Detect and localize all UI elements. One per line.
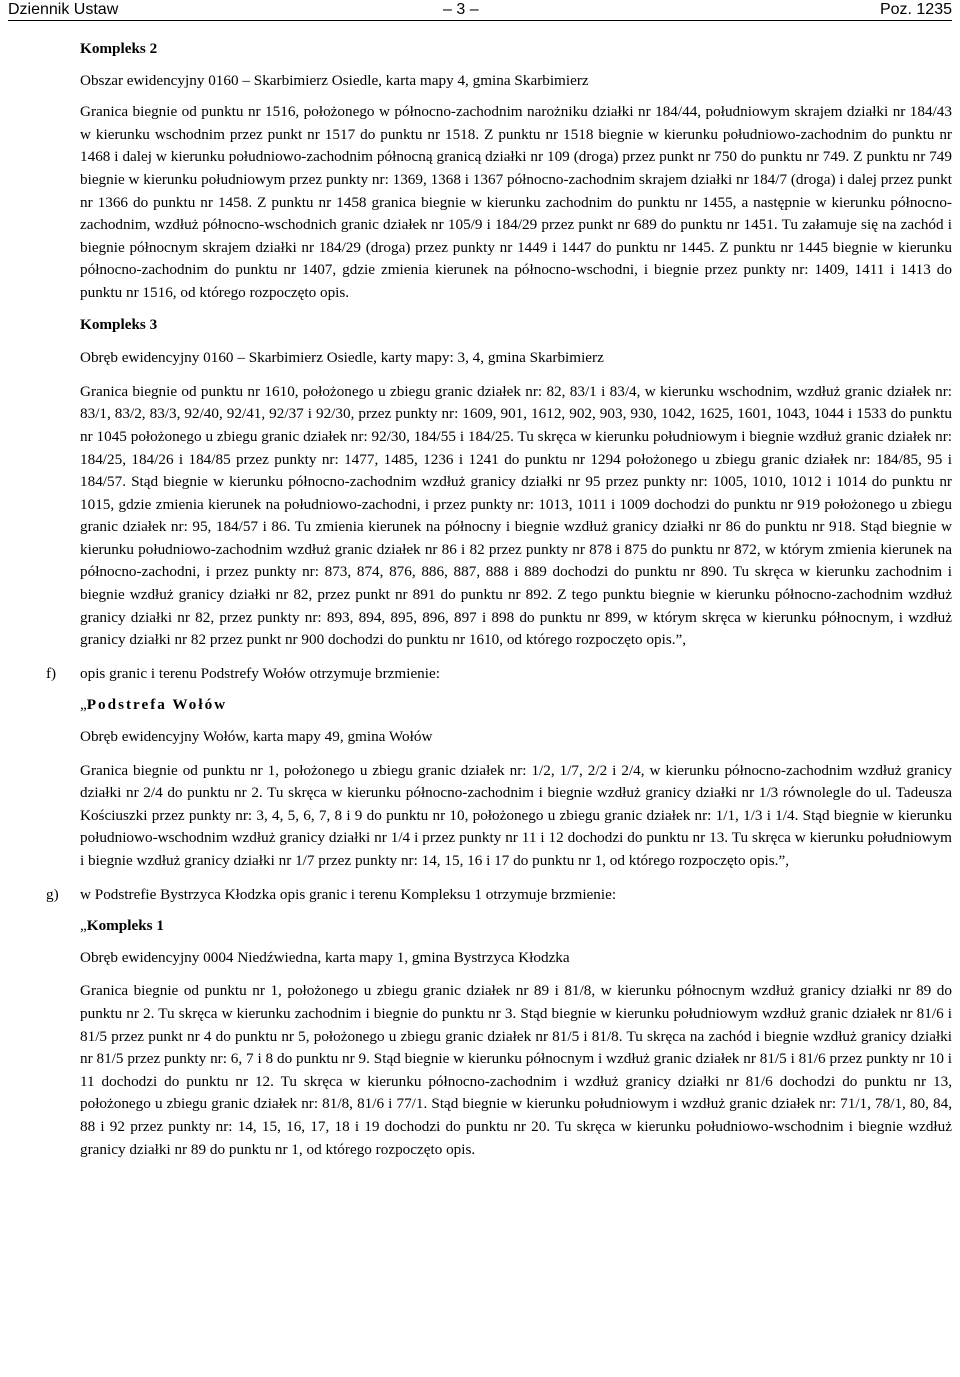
list-item-g <box>46 884 952 907</box>
list-item-f-intro: opis granic i terenu Podstrefy Wołów otrzymuje brzmienie: <box>80 664 440 682</box>
kompleks-1-description: Granica biegnie od punktu nr 1, położonego u zbiegu granic działek nr 89 i 81/8, w kierunku północnym wzdłuż granicy działki nr 89 do punktu nr 2. Tu skręca w kierunku zachodnim i biegnie do punktu nr 3. Stąd biegnie w kierunku południowym wzdłuż granic działek nr 81/6 i 81/5 przez punkt nr 4 do punktu nr 5, położonego u zbiegu granic działek nr 81/5 i 81/8. Tu skręca na zachód i biegnie wzdłuż granicy działki nr 81/5 przez punkty nr: 6, 7 i 8 do punktu nr 9. Stąd biegnie w kierunku północnym i wzdłuż granic działek nr 81/5 i 81/6 przez punkty nr 10 i 11 dochodzi do punktu nr 12. Tu skręca w kierunku północno-zachodnim i wzdłuż granicy działki nr 81/6 dochodzi do punktu nr 13, położonego u zbiegu granic działek nr: 81/8, 81/6 i 77/1. Stąd biegnie w kierunku południowym i wzdłuż granic działek nr: 71/1, 78/1, 80, 84, 88 i 92 przez punkty nr: 14, 15, 16, 17, 18 i 19 dochodzi do punktu nr 20. Tu skręca w kierunku południowo-wschodnim i biegnie wzdłuż granicy działki nr 89 do punktu nr 1, od którego rozpoczęto opis. <box>80 982 952 1158</box>
podstrefa-wolow-obreb: Obręb ewidencyjny Wołów, karta mapy 49, gmina Wołów <box>80 728 433 746</box>
podstrefa-wolow-heading <box>80 694 952 717</box>
podstrefa-wolow-title: Podstrefa Wołów <box>86 696 228 714</box>
kompleks-3-obreb: Obręb ewidencyjny 0160 – Skarbimierz Osiedle, karty mapy: 3, 4, gmina Skarbimierz <box>80 349 604 367</box>
document-body <box>46 38 952 1161</box>
list-item-f <box>46 663 952 686</box>
kompleks-3-heading: Kompleks 3 <box>80 315 158 333</box>
kompleks-1-obreb: Obręb ewidencyjny 0004 Niedźwiedna, karta mapy 1, gmina Bystrzyca Kłodzka <box>80 948 570 966</box>
opening-quote: „ <box>80 696 87 714</box>
page-header <box>8 0 952 21</box>
list-marker-g: g) <box>46 885 59 903</box>
opening-quote: „ <box>80 917 87 935</box>
list-item-g-intro: w Podstrefie Bystrzyca Kłodzka opis granic i terenu Kompleksu 1 otrzymuje brzmienie: <box>80 885 617 903</box>
kompleks-2-heading: Kompleks 2 <box>80 40 158 57</box>
journal-title: Dziennik Ustaw <box>8 1 119 18</box>
kompleks-1-title: Kompleks 1 <box>86 917 164 935</box>
position-number: Poz. 1235 <box>879 1 952 18</box>
page-number: – 3 – <box>443 1 479 18</box>
podstrefa-wolow-description: Granica biegnie od punktu nr 1, położonego u zbiegu granic działek nr: 1/2, 1/7, 2/2 i 2/4, w kierunku północno-zachodnim wzdłuż granicy działki nr 2/4 do punktu nr 2. Tu skręca w kierunku północno-zachodnim i biegnie wzdłuż granicy działki nr 1/3 równolegle do ul. Tadeusza Kościuszki przez punkty nr: 3, 4, 5, 6, 7, 8 i 9 do punktu nr 10, położonego u zbiegu granic działek nr: 1/1, 1/3 i 1/4. Stąd biegnie w kierunku południowo-wschodnim wzdłuż granicy działki nr 1/4 i przez punkty nr 11 i 12 dochodzi do punktu nr 13. Tu skręca w kierunku południowym i biegnie wzdłuż granicy działki nr 1/7 przez punkty nr: 14, 15, 16 i 17 do punktu nr 1, od którego rozpoczęto opis.”, <box>80 761 952 869</box>
list-marker-f: f) <box>46 664 57 682</box>
kompleks-2-description: Granica biegnie od punktu nr 1516, położonego w północno-zachodnim narożniku działki nr 184/44, południowym skrajem działki nr 184/43 w kierunku wschodnim przez punkt nr 1517 do punktu nr 1518. Z punktu nr 1518 biegnie w kierunku południowo-zachodnim do punktu nr 1468 i dalej w kierunku południowo-zachodnim północną granicą działki nr 109 (droga) przez punkt nr 750 do punktu nr 749. Z punktu nr 749 biegnie w kierunku południowym przez punkty nr: 1369, 1368 i 1367 północno-zachodnim skrajem działki nr 184/7 (droga) i dalej przez punkt nr 1366 do punktu nr 1458. Z punktu nr 1458 granica biegnie w kierunku zachodnim do punktu nr 1455, a następnie w kierunku północno-zachodnim, wzdłuż północno-wschodnich granic działek nr 105/9 i 184/29 przez punkt nr 689 do punktu nr 1451. Tu załamuje się na zachód i biegnie północnym skrajem działki nr 184/29 (droga) przez punkty nr 1449 i 1447 do punktu nr 1445. Z punktu nr 1445 biegnie w kierunku północno-zachodnim do punktu nr 1407, gdzie zmienia kierunek na północno-wschodni, i biegnie przez punkty nr: 1409, 1411 i 1413 do punktu nr 1516, od którego rozpoczęto opis. <box>80 103 952 301</box>
kompleks-2-obszar: Obszar ewidencyjny 0160 – Skarbimierz Osiedle, karta mapy 4, gmina Skarbimierz <box>80 71 589 89</box>
kompleks-1-heading <box>80 915 952 938</box>
kompleks-3-description: Granica biegnie od punktu nr 1610, położonego u zbiegu granic działek nr: 82, 83/1 i 83/4, w kierunku wschodnim, wzdłuż granic działek nr: 83/1, 83/2, 83/3, 92/40, 92/41, 92/37 i 92/30, przez punkty nr: 1609, 901, 1612, 902, 903, 930, 1042, 1625, 1601, 1043, 1044 i 1533 do punktu nr 1045 położonego u zbiegu granic działek nr: 92/30, 184/55 i 184/25. Tu skręca w kierunku południowym i biegnie wzdłuż granic działek nr: 184/25, 184/26 i 184/85 przez punkty nr: 1477, 1485, 1236 i 1241 do punktu nr 1294 położonego u zbiegu granic działek nr: 184/85, 95 i 184/57. Stąd biegnie w kierunku północno-zachodnim wzdłuż granicy działki nr 95 przez punkty nr: 1005, 1010, 1012 i 1014 do punktu nr 1015, gdzie zmienia kierunek na południowo-zachodni, i przez punkty nr: 1013, 1011 i 1009 dochodzi do punktu nr 919 położonego u zbiegu granic działek nr: 95, 184/57 i 86. Tu zmienia kierunek na północny i biegnie wzdłuż granicy działki nr 86 do punktu nr 918. Stąd biegnie w kierunku południowo-zachodnim wzdłuż granic działek nr 86 i 82 przez punkty nr 878 i 875 do punktu nr 872, w którym zmienia kierunek na północno-zachodni, i przez punkty nr: 873, 874, 876, 886, 887, 888 i 889 dochodzi do punktu nr 890. Tu skręca w kierunku zachodnim i biegnie wzdłuż granicy działki nr 82, przez punkt nr 891 do punktu nr 892. Z tego punktu biegnie w kierunku północno-zachodnim wzdłuż granicy działki nr 82, przez punkty nr: 893, 894, 895, 896, 897 i 898 do punktu nr 899, w którym skręca w kierunku północnym, i wzdłuż granicy działki nr 82 przez punkt nr 900 dochodzi do punktu nr 1610, od którego rozpoczęto opis.”, <box>80 382 952 649</box>
